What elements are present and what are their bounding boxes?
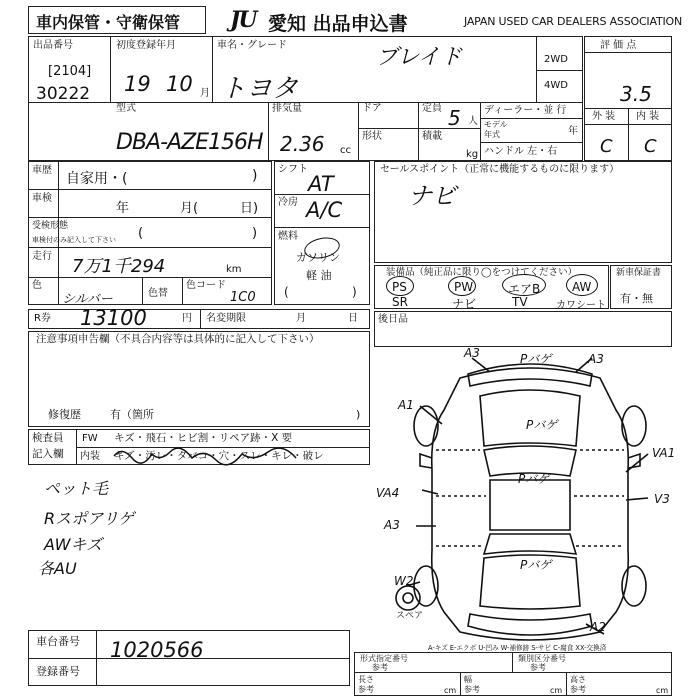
car-model: ブレイド	[376, 45, 463, 70]
load-unit: kg	[466, 149, 479, 160]
mark-hood: Pバゲ	[526, 418, 558, 432]
sales-point-label: セールスポイント（正常に機能するものに限ります）	[380, 164, 620, 175]
capacity-unit: 人	[468, 116, 478, 127]
car-body-outline	[432, 368, 629, 640]
equip-ps-circle-icon	[386, 276, 414, 296]
score-value: 3.5	[620, 82, 652, 106]
fuel-diesel: 軽 油	[306, 269, 332, 282]
dealer-line1: ディーラー・並 行	[484, 105, 567, 116]
comment-4: 各AU	[38, 559, 77, 578]
mileage-value: 7万1千294	[72, 256, 166, 277]
registration-label: 初度登録年月	[116, 40, 176, 51]
exterior-label: 外 装	[592, 111, 616, 122]
shape-label: 形状	[362, 131, 382, 142]
model-code-label: 型式	[116, 103, 136, 114]
comment-3: AWキズ	[44, 535, 103, 554]
repair-label: 修復歴	[48, 408, 81, 421]
score-label: 評 価 点	[600, 40, 637, 51]
comment-2: Rスポアリゲ	[44, 509, 135, 528]
color-swatch-label: 色替	[148, 288, 168, 299]
dealer-model: モデル	[484, 120, 508, 129]
model-code-value: DBA-AZE156H	[116, 130, 263, 155]
drive-2wd: 2WD	[544, 54, 568, 65]
chassis-value: 1020566	[110, 638, 204, 662]
later-date-label: 後日品	[378, 314, 408, 325]
acceptance-note: 車検付のみ記入して下さい	[32, 236, 116, 244]
recycle-label: R券	[34, 313, 51, 324]
form-title: 愛知 出品申込書	[268, 13, 408, 35]
color-label: 色	[32, 280, 42, 291]
equip-sr: SR	[392, 295, 408, 309]
shift-value: AT	[308, 172, 334, 196]
dealer-year-unit: 年	[568, 126, 578, 137]
comment-1: ペット毛	[44, 479, 109, 498]
dealer-handle: ハンドル 左・右	[484, 146, 558, 157]
fuel-gas: ガソリン	[296, 251, 340, 264]
equip-pw-circle-icon	[448, 276, 476, 296]
inspector-label-2: 記入欄	[32, 448, 64, 460]
width-unit: cm	[550, 686, 563, 695]
equip-aw-circle-icon	[566, 274, 598, 296]
car-damage-diagram	[380, 350, 680, 650]
acceptance-label: 受検形態	[32, 221, 69, 231]
displacement-value: 2.36	[280, 132, 325, 156]
height-label: 高さ	[570, 675, 586, 684]
fuel-close: )	[352, 285, 357, 299]
equip-aw: AW	[572, 280, 592, 294]
history-block	[28, 161, 272, 305]
mark-a3-left: A3	[384, 518, 400, 532]
registration-month-unit: 月	[200, 88, 210, 99]
registration-month: 10	[166, 72, 193, 96]
inspector-label-1: 検査員	[32, 432, 64, 444]
sales-point-value: ナビ	[408, 182, 456, 210]
equip-tv: TV	[512, 295, 528, 309]
repair-value: 有（箇所	[110, 408, 154, 421]
width-label: 幅	[464, 675, 472, 684]
length-unit: cm	[444, 686, 457, 695]
car-name-label: 車名・グレード	[217, 40, 287, 51]
doors-label: ドア	[362, 103, 382, 114]
inspection-label: 車検	[32, 193, 52, 204]
warranty-value: 有・無	[620, 292, 653, 305]
height-unit: cm	[656, 686, 669, 695]
exterior-grade: C	[600, 136, 613, 157]
equip-navi: ナビ	[452, 297, 477, 311]
lot-label: 出品番号	[33, 40, 73, 51]
mileage-label: 走行	[32, 251, 52, 262]
color-code-value: 1C0	[230, 290, 256, 305]
inspector-int: 内装	[80, 451, 100, 462]
warranty-label: 新車保証書	[616, 268, 662, 278]
mark-a3-top-left: A3	[464, 346, 480, 360]
fuel-open: (	[284, 285, 289, 299]
capacity-value: 5	[448, 106, 461, 130]
car-maker: トヨタ	[220, 74, 299, 104]
equip-airbag: エアB	[508, 282, 541, 296]
form-code-ref: 参考	[372, 663, 388, 672]
mark-v3: V3	[654, 492, 670, 506]
color-code-label: 色コード	[186, 280, 226, 291]
equip-pw: PW	[454, 280, 474, 294]
mark-va4: VA4	[376, 486, 400, 500]
interior-grade: C	[644, 136, 657, 157]
color-value: シルバー	[62, 292, 113, 307]
dealer-year: 年式	[484, 130, 500, 139]
length-ref: 参考	[358, 685, 374, 694]
mark-trunk: Pバゲ	[520, 558, 552, 572]
name-change-month: 月	[296, 313, 306, 324]
inspector-fw: FW	[82, 433, 98, 444]
history-close: )	[252, 168, 258, 184]
fuel-label: 燃料	[278, 231, 298, 242]
load-label: 積載	[422, 131, 442, 142]
aircon-value: A/C	[306, 198, 343, 222]
interior-label: 内 装	[636, 111, 660, 122]
mark-a1: A1	[398, 398, 414, 412]
length-label: 長さ	[358, 675, 374, 684]
association-name: JAPAN USED CAR DEALERS ASSOCIATION	[464, 15, 682, 28]
displacement-label: 排気量	[272, 103, 302, 114]
mileage-unit: km	[226, 264, 242, 275]
inspector-row2: キズ・汚レ・タバコ・穴・スレ・キレ・破レ	[114, 450, 324, 462]
mark-va1: VA1	[652, 446, 676, 460]
mark-roof: Pバゲ	[518, 472, 550, 486]
width-ref: 参考	[464, 685, 480, 694]
lot-number: 30222	[36, 84, 91, 104]
mark-bumper-front: Pバゲ	[520, 352, 552, 366]
history-value: 自家用・(	[66, 171, 128, 187]
notes-label: 注意事項申告欄（不具合内容等は具体的に記入して下さい）	[36, 333, 320, 345]
cat-code-label: 類別区分番号	[518, 654, 566, 663]
chassis-label: 車台番号	[36, 635, 80, 648]
mark-a2: A2	[590, 620, 606, 634]
acceptance-open: (	[138, 226, 144, 241]
inspection-month: 月(	[180, 201, 199, 216]
equip-airbag-circle-icon	[502, 274, 546, 296]
repair-close: )	[356, 408, 361, 421]
inspector-row1: キズ・飛石・ヒビ割・リペア跡・X 要	[114, 432, 293, 444]
height-ref: 参考	[570, 685, 586, 694]
registration-year: 19	[124, 72, 151, 96]
equipment-label: 装備品（純正品に限り◯をつけてください）	[386, 267, 578, 278]
lot-code: [2104]	[48, 64, 92, 79]
form-code-label: 形式指定番号	[360, 654, 408, 663]
inspector-scribble-icon	[112, 446, 312, 466]
recycle-unit: 円	[182, 313, 192, 324]
storage-label: 車内保管・守衛保管	[36, 13, 181, 32]
aircon-label: 冷房	[278, 197, 298, 208]
reg-number-label: 登録番号	[36, 665, 80, 678]
displacement-unit: cc	[340, 145, 351, 156]
later-date-block	[374, 311, 672, 347]
recycle-value: 13100	[80, 306, 147, 330]
name-change-label: 名変期限	[206, 313, 246, 324]
damage-legend: A-キズ E-エクボ U-凹み W-補修跡 S-サビ C-腐食 XX-交換済	[428, 644, 607, 652]
inspection-year: 年	[116, 201, 130, 216]
mark-a3-top-right: A3	[588, 352, 604, 366]
drive-4wd: 4WD	[544, 80, 568, 91]
cat-code-ref: 参考	[530, 663, 546, 672]
history-label: 車歴	[32, 165, 52, 176]
shift-label: シフト	[278, 164, 308, 175]
name-change-day: 日	[348, 313, 358, 324]
equip-ps: PS	[392, 280, 407, 294]
equip-leather: カワシート	[556, 300, 606, 311]
ju-logo-icon: JU	[230, 7, 256, 33]
acceptance-close: )	[252, 226, 258, 241]
mark-w2: W2	[394, 574, 414, 588]
inspection-day: 日)	[240, 201, 259, 216]
capacity-label: 定員	[422, 103, 442, 114]
spare-label: スペア	[396, 611, 424, 621]
